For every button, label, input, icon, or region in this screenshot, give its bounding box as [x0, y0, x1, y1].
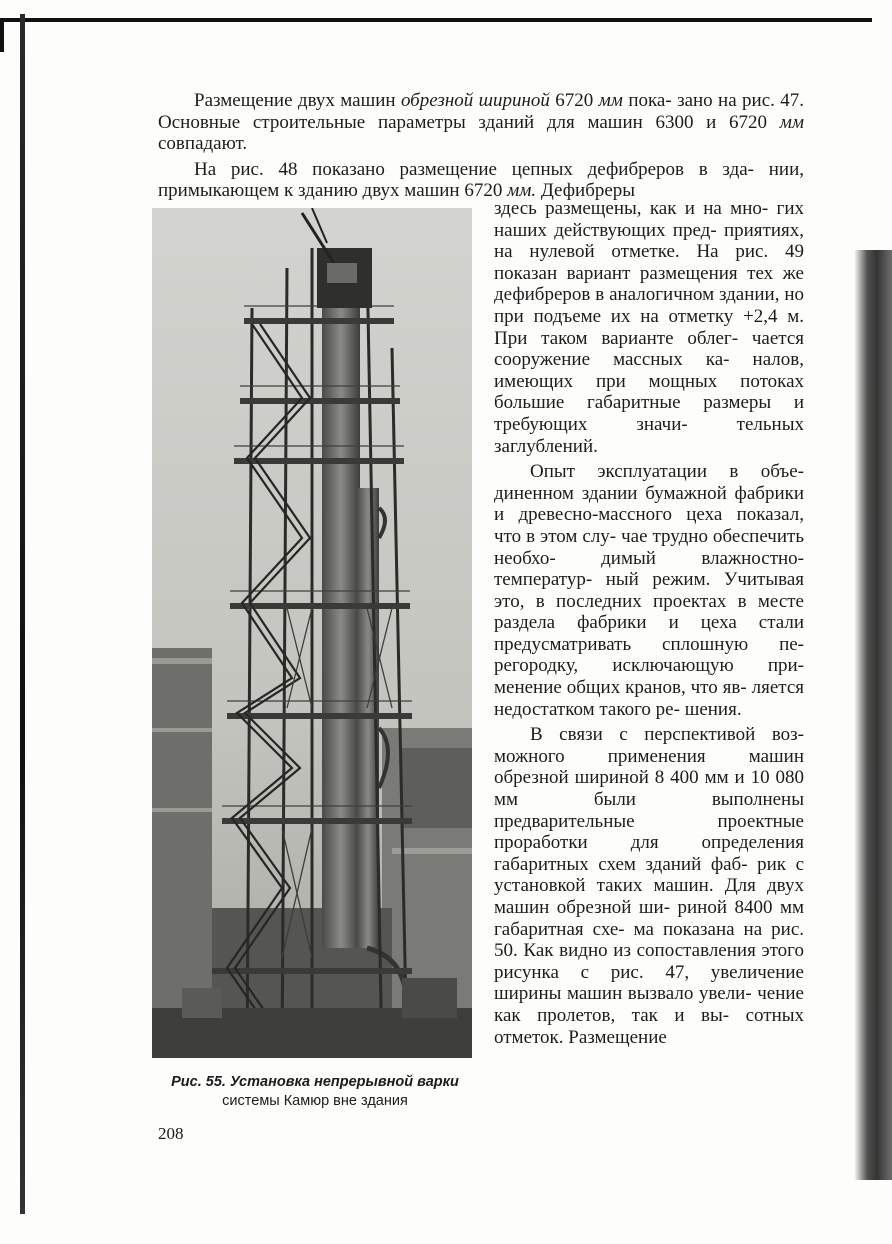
text-line: ляется недостатком такого ре- [494, 677, 805, 720]
text-line: рисунка с рис. 47, увеличение [494, 961, 804, 983]
text-run: пока- [622, 90, 672, 111]
text-line: предусматривать сплошную пе- [494, 633, 804, 655]
text-line: чае трудно обеспечить необхо- [494, 525, 805, 569]
text-run: зано на рис. 47. Основные строительные параметры зданий для [158, 90, 804, 133]
text-line: в последних проектах в месте [535, 590, 804, 612]
text-line: обрезной шириной 8 400 мм и [494, 767, 745, 789]
text-line: ный режим. Учитывая это, [494, 569, 805, 612]
text-line: димый влажностно-температур- [494, 547, 804, 591]
text-line: здесь размещены, как и на мно- [494, 198, 769, 219]
text-line: В связи с перспективой воз- [530, 724, 804, 746]
text-run: совпадают. [158, 133, 248, 155]
text-line: Опыт эксплуатации в объе- [530, 461, 804, 483]
text-line: рик с установкой таких машин. [494, 853, 805, 897]
right-column-text [494, 198, 804, 1048]
text-run: машин 6300 и 6720 [587, 111, 780, 133]
text-line: размещения тех же дефибреров [494, 262, 804, 306]
text-run-italic: мм. [507, 180, 537, 202]
text-line: видно из сопоставления этого [559, 940, 804, 962]
column-paragraph-2 [494, 461, 804, 720]
text-run: 6720 [549, 90, 599, 111]
text-line: шения. [684, 698, 742, 720]
text-line: 10 080 мм были выполнены [494, 767, 805, 811]
page-number: 208 [158, 1124, 184, 1143]
text-run: Размещение двух машин [194, 90, 401, 111]
text-run: На рис. 48 показано размещение цепных дефибреров в зда- [194, 158, 755, 180]
text-line: проработки для определения [494, 832, 804, 854]
text-run-italic: мм [779, 111, 804, 133]
text-line: гих наших действующих пред- [494, 198, 804, 241]
paragraph-2 [158, 159, 804, 202]
text-line: раздела фабрики и цеха стали [494, 612, 804, 634]
text-line: габаритных схем зданий фаб- [494, 853, 748, 875]
text-line: цеха показал, что в этом слу- [494, 504, 804, 547]
text-line: ширины машин вызвало увели- [494, 983, 752, 1005]
text-line: фабрики и древесно-массного [494, 482, 805, 526]
text-line: предварительные проектные [494, 810, 804, 832]
text-line: регородку, исключающую при- [494, 655, 804, 677]
text-line: Для двух машин обрезной ши- [494, 875, 804, 918]
text-line: размеры и требующих значи- [494, 392, 804, 435]
text-line: приятиях, на нулевой отметке. [494, 219, 804, 263]
text-line: тельных заглублений. [494, 413, 804, 457]
scan-right-edge [854, 250, 892, 1180]
scan-top-border [0, 18, 872, 22]
text-line: можного применения машин [494, 745, 804, 767]
top-text-block [158, 90, 804, 202]
scan-left-edge [20, 14, 25, 1214]
text-line: На рис. 49 показан вариант [494, 241, 804, 284]
text-run: Дефибреры [536, 180, 636, 202]
caption-subtitle: системы Камюр вне здания [222, 1093, 408, 1109]
paragraph-1 [158, 90, 804, 155]
text-line: ма показана на рис. 50. Как [494, 918, 805, 962]
text-line: чается сооружение массных ка- [494, 327, 804, 371]
text-line: налов, имеющих при мощных [494, 349, 805, 392]
scan-corner-mark [0, 18, 18, 52]
text-line: в аналогичном здании, но при [494, 284, 805, 327]
text-run: нии, примыкающем к зданию двух машин 6720 [158, 158, 804, 202]
column-paragraph-1 [494, 198, 804, 457]
text-line: сотных отметок. Размещение [494, 1004, 804, 1048]
text-run-italic: мм [598, 90, 623, 111]
digester-tower-illustration [152, 208, 472, 1058]
column-paragraph-3 [494, 724, 804, 1048]
figure-caption [152, 1073, 478, 1111]
figure-photo-kamyr-digester [152, 208, 472, 1058]
caption-title: Рис. 55. Установка непрерывной варки [171, 1074, 459, 1090]
text-line: При таком варианте облег- [494, 327, 739, 349]
text-run-italic: обрезной шириной [400, 90, 550, 111]
text-line: риной 8400 мм габаритная схе- [494, 897, 804, 940]
text-line: чение как пролетов, так и вы- [494, 983, 804, 1026]
text-line: потоках большие габаритные [494, 370, 805, 414]
text-line: менение общих кранов, что яв- [494, 677, 747, 699]
text-line: подъеме их на отметку +2,4 м. [533, 305, 804, 327]
text-line: диненном здании бумажной [494, 482, 727, 504]
